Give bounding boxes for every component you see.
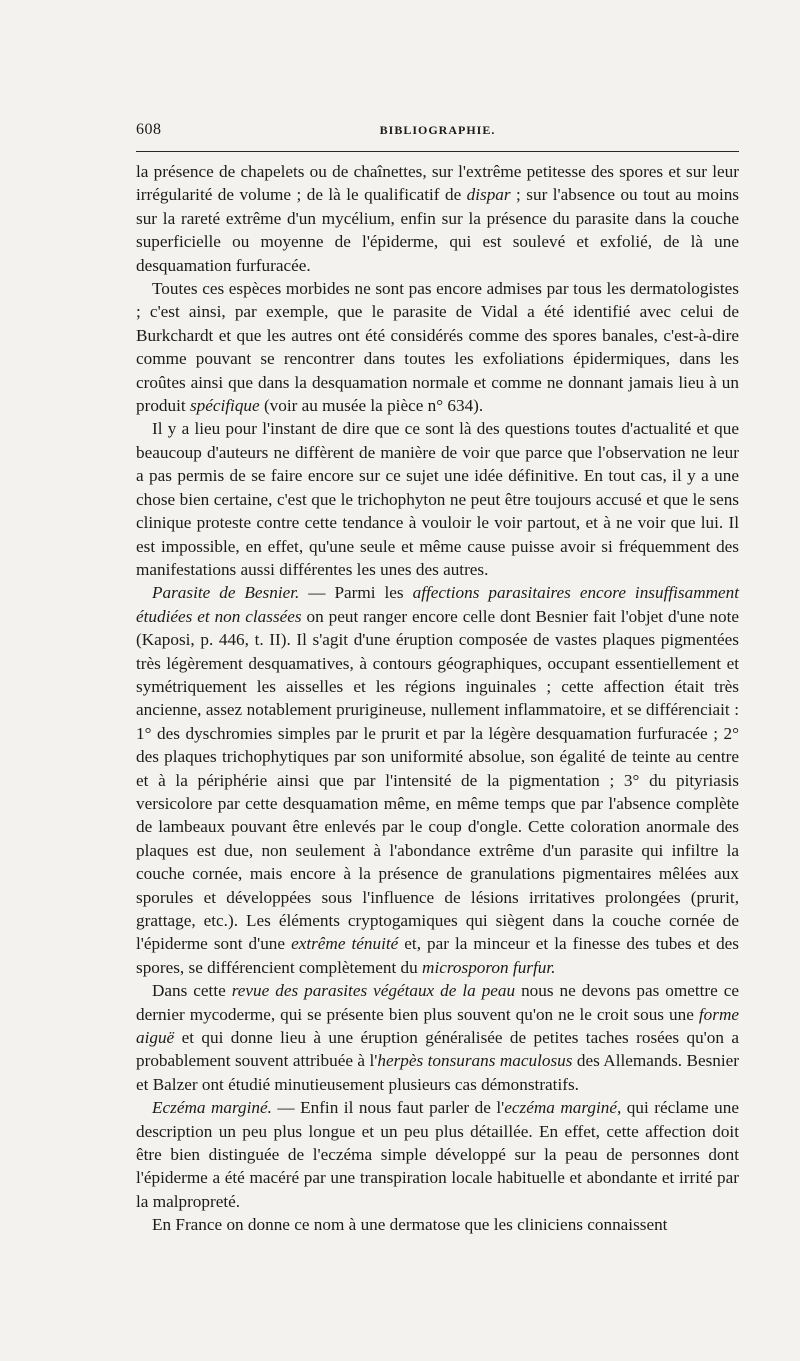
text-run: ; sur l'absence ou tout au moins sur la rareté extrême d'un mycélium, enfin sur la présence du parasite dans la couche superficielle ou moyenne de l'épiderme, qui est soulevé et exfolié, de là une desquamation furfuracée. (136, 185, 739, 275)
text-run: En France on donne ce nom à une dermatose que les cliniciens connaissent (152, 1215, 668, 1235)
text-run: — Parmi les (299, 583, 413, 603)
text-run: la présence de chapelets ou de chaînettes, sur l'extrême petitesse des spores et sur leur irrégularité de volume ; de là le qualificatif de (136, 162, 739, 205)
text-run: on peut ranger encore celle dont Besnier fait l'objet d'une note (Kaposi, p. 446, t. II). Il s'agit d'une éruption composée de vastes plaques pigmentées très légèrement desquamatives, à contours géographiques, occupant essentiellement et symétriquement les aisselles et les régions inguinales ; cette affection était très ancienne, assez notablement prurigineuse, nullement inflammatoire, et se différenciait : 1° des dyschromies simples par le prurit et par la légère desquamation furfuracée ; 2° des plaques trichophytiques par son uniformité absolue, son égalité de teinte au centre et à la périphérie ainsi que par l'intensité de la pigmentation ; 3° du pityriasis versicolore par cette desquamation même, en même temps que par l'absence complète de lambeaux pouvant être enlevés par le coup d'ongle. Cette coloration anormale des plaques est due, non seulement à l'abondance extrême d'un parasite qui infiltre la couche cornée, mais encore à la présence de granulations pigmentaires mêlées aux sporules et développées sous l'influence de lésions irritatives prolongées (prurit, grattage, etc.). Les éléments cryptogamiques qui siègent dans la couche cornée de l'épiderme sont d'une (136, 606, 740, 954)
paragraph (136, 1213, 739, 1236)
italic-run: eczéma marginé (504, 1098, 617, 1118)
text-run: (voir au musée la pièce n° 634). (259, 396, 484, 416)
page-number: 608 (136, 121, 162, 138)
text-run: et qui donne lieu à une éruption généralisée de petites taches rosées qu'on a probablement souvent attribuée à l' (136, 1028, 739, 1071)
page-header (136, 121, 739, 147)
italic-run: extrême ténuité (291, 934, 399, 954)
paragraph (136, 417, 739, 581)
italic-run: spécifique (189, 396, 260, 416)
text-run: Toutes ces espèces morbides ne sont pas encore admises par tous les dermatologistes ; c'est ainsi, par exemple, que le parasite de Vidal a été identifié avec celui de Burkchardt et que les autres ont été considérés comme des spores banales, c'est-à-dire comme pouvant se rencontrer dans toutes les exfoliations épidermiques, dans les croûtes ainsi que dans la desquamation normale et comme ne donnant jamais lieu à un produit (136, 279, 739, 416)
italic-run: forme aiguë (136, 1004, 739, 1048)
italic-run: revue des parasites végétaux de la peau (231, 981, 516, 1001)
italic-run: dispar (466, 185, 511, 205)
italic-run: Parasite de Besnier. (152, 583, 300, 603)
text-run: — Enfin il nous faut parler de l' (271, 1098, 505, 1118)
text-run: , qui réclame une description un peu plus longue et un peu plus détaillée. En effet, cette affection doit être bien distinguée de l'eczéma simple développé sur la peau de personnes dont l'épiderme a été macéré par une transpiration locale habituelle et abondante et irrité par la malpropreté. (136, 1098, 739, 1211)
header-rule (136, 151, 739, 152)
italic-run: affections parasitaires encore insuffisamment étudiées et non classées (136, 583, 740, 626)
text-run: nous ne devons pas omettre ce dernier mycoderme, qui se présente bien plus souvent qu'on ne le croit sous une (136, 981, 739, 1024)
italic-run: herpès tonsurans maculosus (377, 1051, 573, 1071)
paragraph (136, 277, 739, 417)
paragraph (136, 979, 739, 1096)
text-run: Il y a lieu pour l'instant de dire que ce sont là des questions toutes d'actualité et que beaucoup d'auteurs ne diffèrent de manière de voir que parce que l'observation ne leur a pas permis de se faire encore sur ce sujet une idée définitive. En tout cas, il y a une chose bien certaine, c'est que le trichophyton ne peut être toujours accusé et que le sens clinique proteste contre cette tendance à vouloir le voir partout, et à ne voir que lui. Il est impossible, en effet, qu'une seule et même cause puisse avoir si fréquemment des manifestations aussi différentes les unes des autres. (136, 419, 739, 579)
paragraph (136, 160, 739, 277)
running-head: BIBLIOGRAPHIE. (379, 123, 496, 137)
text-run: et, par la minceur et la finesse des tubes et des spores, se différencient complètement du (136, 934, 739, 977)
paragraph (136, 1096, 739, 1213)
text-run: des Allemands. Besnier et Balzer ont étudié minutieusement plusieurs cas démonstratifs. (136, 1051, 740, 1094)
italic-run: Eczéma marginé. (152, 1098, 272, 1118)
text-run: Dans cette (152, 981, 232, 1001)
italic-run: microsporon furfur. (422, 957, 556, 977)
paragraph (136, 581, 739, 979)
body-text (136, 160, 739, 1237)
